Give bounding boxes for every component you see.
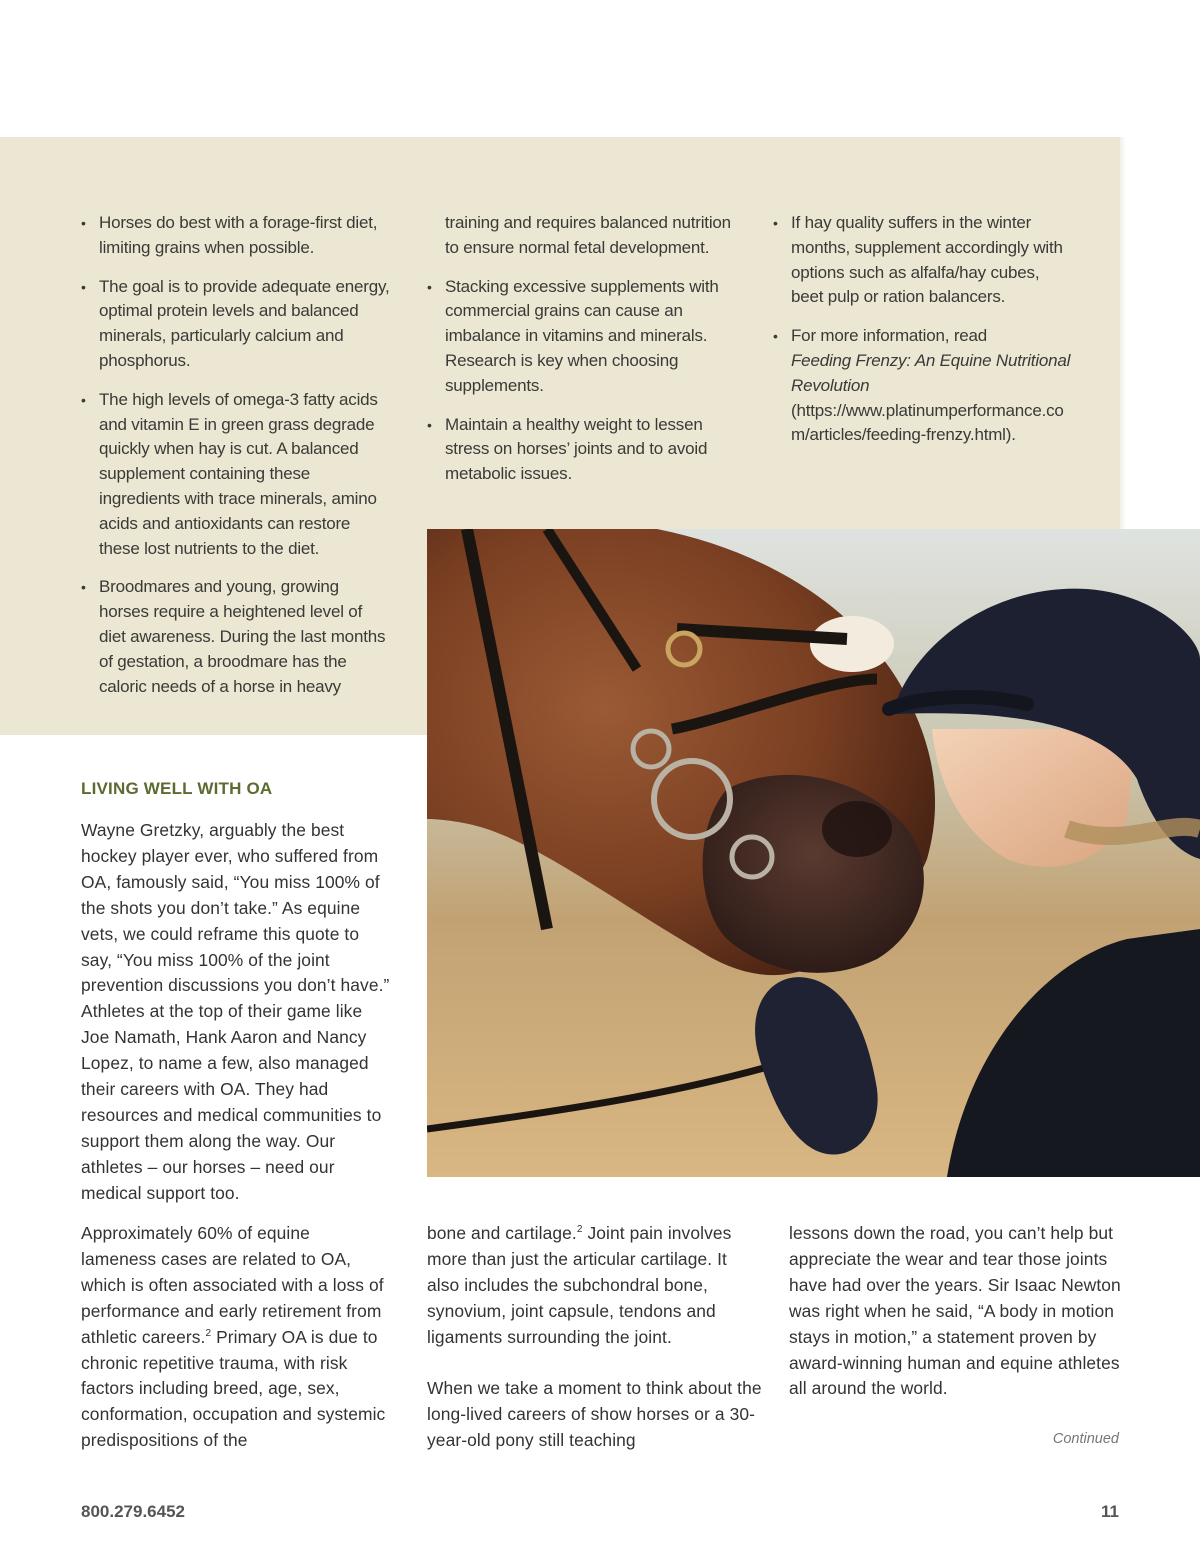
footer-page-number: 11	[1101, 1502, 1119, 1521]
joint-pain-text-a: bone and cartilage.	[427, 1223, 577, 1243]
photo-illustration	[427, 529, 1200, 1177]
tip-hay-quality: • If hay quality suffers in the winter months, supplement accordingly with options such as alfalfa/hay cubes, beet pulp or ration balancers.	[773, 211, 1073, 310]
tips-column-3	[773, 211, 1073, 462]
tip-more-information	[773, 324, 1073, 448]
article-paragraph-lameness	[81, 1221, 386, 1454]
band-edge-shadow	[1120, 137, 1126, 529]
more-info-title: Feeding Frenzy: An Equine Nutritional Revolution	[791, 350, 1071, 395]
tips-column-1	[81, 211, 391, 713]
footer-phone-number: 800.279.6452	[81, 1502, 185, 1521]
tip-forage-first: • Horses do best with a forage-first diet, limiting grains when possible.	[81, 211, 391, 261]
tip-stacking-supplements: • Stacking excessive supplements with commercial grains can cause an imbalance in vitamins and minerals. Research is key when choosing supplements.	[427, 275, 742, 399]
tip-goal: • The goal is to provide adequate energy, optimal protein levels and balanced minerals, particularly calcium and phosphorus.	[81, 275, 391, 374]
article-paragraph-long-lived-careers: When we take a moment to think about the long-lived careers of show horses or a 30-year-old pony still teaching	[427, 1378, 762, 1450]
tip-healthy-weight: • Maintain a healthy weight to lessen stress on horses’ joints and to avoid metabolic issues.	[427, 413, 742, 487]
joint-pain-text-b: Joint pain involves more than just the articular cartilage. It also includes the subchondral bone, synovium, joint capsule, tendons and ligaments surrounding the joint.	[427, 1223, 732, 1347]
footnote-ref: 2	[576, 1224, 583, 1235]
rider-kissing-horse-photo	[427, 529, 1200, 1177]
tip-omega-3: • The high levels of omega-3 fatty acids and vitamin E in green grass degrade quickly when hay is cut. A balanced supplement containing these ingredients with trace minerals, amino acids and antioxidants can restore these lost nutrients to the diet.	[81, 388, 391, 562]
continued-label: Continued	[1052, 1431, 1119, 1447]
tip-broodmares: • Broodmares and young, growing horses require a heightened level of diet awareness. During the last months of gestation, a broodmare has the caloric needs of a horse in heavy	[81, 575, 391, 699]
article-paragraph-joint-pain	[427, 1221, 757, 1351]
tip-broodmares-continued: training and requires balanced nutrition to ensure normal fetal development.	[445, 213, 731, 257]
lameness-text-b: Primary OA is due to chronic repetitive trauma, with risk factors including breed, age, sex, conformation, occupation and systemic predispositions of the	[81, 1326, 386, 1451]
tips-column-2	[427, 211, 742, 501]
article-paragraph-gretzky: Wayne Gretzky, arguably the best hockey player ever, who suffered from OA, famously said, “You miss 100% of the shots you don’t take.” As equine vets, we could reframe this quote to say, “You miss 100% of the joint prevention discussions you don’t have.” Athletes at the top of their game like Joe Namath, Hank Aaron and Nancy Lopez, to name a few, also managed their careers with OA. They had resources and medical communities to support them along the way. Our athletes – our horses – need our medical support too.	[81, 820, 390, 1203]
footnote-ref: 2	[205, 1327, 212, 1339]
article-paragraph-newton: lessons down the road, you can’t help but appreciate the wear and tear those joints have had over the years. Sir Isaac Newton was right when he said, “A body in motion stays in motion,” a statement proven by award-winning human and equine athletes all around the world.	[789, 1223, 1121, 1399]
more-info-url[interactable]: (https://www.platinumperformance.com/articles/feeding-frenzy.html).	[791, 400, 1064, 445]
lameness-text-a: Approximately 60% of equine lameness cases are related to OA, which is often associated with a loss of performance and early retirement from athletic careers.	[81, 1223, 384, 1347]
more-info-lead: For more information, read	[791, 326, 988, 346]
section-heading-living-well-with-oa: LIVING WELL WITH OA	[81, 779, 273, 798]
